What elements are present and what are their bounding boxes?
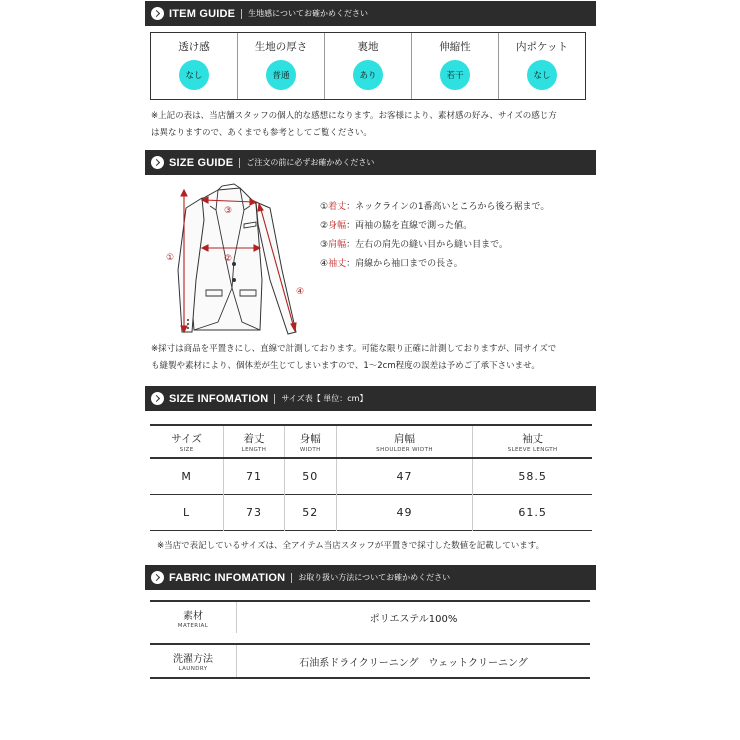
guide-cell bbox=[151, 33, 238, 99]
item-guide-header bbox=[145, 1, 596, 26]
fabric-key-en: LAUNDRY bbox=[178, 666, 208, 672]
fabric-key-en: MATERIAL bbox=[177, 622, 209, 629]
guide-badge: なし bbox=[527, 60, 557, 90]
divider bbox=[241, 9, 242, 19]
section-title: ITEM GUIDE bbox=[169, 7, 236, 20]
divider bbox=[239, 158, 240, 168]
marker-4: ④ bbox=[296, 287, 305, 297]
fabric-row-laundry bbox=[150, 643, 590, 679]
fabric-key bbox=[150, 602, 237, 633]
jacket-diagram bbox=[160, 180, 320, 340]
table-cell: 71 bbox=[224, 458, 285, 494]
guide-cell bbox=[412, 33, 499, 99]
guide-cell bbox=[238, 33, 325, 99]
legend-term: 身幅 bbox=[328, 221, 347, 231]
legend-number: ① bbox=[320, 202, 329, 212]
guide-label: 伸縮性 bbox=[439, 41, 471, 53]
guide-label: 裏地 bbox=[357, 41, 379, 53]
table-cell: 47 bbox=[336, 458, 472, 494]
guide-cell bbox=[325, 33, 412, 99]
legend-desc: ：肩線から袖口までの長さ。 bbox=[346, 259, 463, 269]
guide-label: 透け感 bbox=[178, 41, 210, 53]
legend-item bbox=[320, 219, 549, 238]
note-line: も縫製や素材により、個体差が生じてしまいますので、1〜2cm程度の誤差は予めご了承下さいませ。 bbox=[151, 361, 540, 371]
legend-desc: ：ネックラインの1番高いところから後ろ裾まで。 bbox=[346, 202, 550, 212]
fabric-key-ja: 素材 bbox=[183, 610, 203, 622]
marker-1: ① bbox=[166, 253, 175, 263]
fabric-value: ポリエステル100% bbox=[369, 614, 458, 625]
size-legend bbox=[320, 200, 549, 276]
table-row bbox=[150, 494, 592, 530]
legend-item bbox=[320, 238, 549, 257]
fabric-info-header bbox=[145, 565, 596, 590]
table-cell: L bbox=[183, 505, 191, 519]
column-header: 袖丈 SLEEVE LENGTH bbox=[473, 425, 592, 458]
column-header: サイズ SIZE bbox=[171, 432, 202, 453]
guide-cell bbox=[499, 33, 585, 99]
fabric-key-ja: 洗濯方法 bbox=[173, 654, 213, 665]
marker-2: ② bbox=[224, 254, 233, 264]
guide-label: 内ポケット bbox=[516, 41, 568, 53]
note-line: は異なりますので、あくまでも参考としてご覧ください。 bbox=[151, 128, 372, 138]
note-line: ※上記の表は、当店舗スタッフの個人的な感想になります。お客様により、素材感の好み、サイズの感じ方 bbox=[151, 111, 557, 121]
guide-badge: 普通 bbox=[266, 60, 296, 90]
table-cell: M bbox=[181, 469, 192, 483]
legend-term: 肩幅 bbox=[328, 240, 347, 250]
chevron-right-icon bbox=[151, 156, 164, 169]
table-cell: 73 bbox=[224, 494, 285, 530]
guide-badge: 若干 bbox=[440, 60, 470, 90]
table-cell: 58.5 bbox=[473, 458, 592, 494]
section-title: SIZE GUIDE bbox=[169, 156, 234, 169]
section-title: SIZE INFOMATION bbox=[169, 392, 269, 405]
legend-desc: ：左右の肩先の縫い目から縫い目まで。 bbox=[346, 240, 508, 250]
column-header: 着丈 LENGTH bbox=[224, 425, 285, 458]
legend-number: ② bbox=[320, 221, 329, 231]
legend-term: 着丈 bbox=[328, 202, 347, 212]
table-cell: 49 bbox=[336, 494, 472, 530]
fabric-row-material bbox=[150, 600, 590, 633]
section-subtitle: ご注文の前に必ずお確かめください bbox=[246, 158, 375, 167]
table-cell: 52 bbox=[284, 494, 336, 530]
guide-badge: なし bbox=[179, 60, 209, 90]
chevron-right-icon bbox=[151, 571, 164, 584]
guide-badge: あり bbox=[353, 60, 383, 90]
size-guide-header bbox=[145, 150, 596, 175]
table-row bbox=[150, 458, 592, 494]
legend-number: ④ bbox=[320, 259, 329, 269]
section-subtitle: サイズ表【 単位：cm】 bbox=[281, 394, 368, 403]
divider bbox=[274, 394, 275, 404]
size-guide-note bbox=[151, 341, 556, 375]
legend-desc: ：両袖の脇を直線で測った値。 bbox=[346, 221, 473, 231]
size-info-header bbox=[145, 386, 596, 411]
divider bbox=[291, 573, 292, 583]
legend-term: 袖丈 bbox=[328, 259, 347, 269]
legend-item bbox=[320, 257, 549, 276]
fabric-value: 石油系ドライクリーニング ウェットクリーニング bbox=[299, 657, 528, 669]
table-cell: 61.5 bbox=[473, 494, 592, 530]
item-guide-grid bbox=[150, 32, 586, 100]
marker-3: ③ bbox=[224, 206, 233, 216]
section-subtitle: 生地感についてお確かめください bbox=[248, 9, 369, 18]
fabric-key bbox=[150, 645, 237, 677]
guide-label: 生地の厚さ bbox=[254, 41, 308, 53]
table-cell: 50 bbox=[284, 458, 336, 494]
size-table bbox=[150, 424, 592, 531]
size-info-note: ※当店で表記しているサイズは、全アイテム当店スタッフが平置きで採寸した数値を記載しています。 bbox=[157, 541, 545, 551]
chevron-right-icon bbox=[151, 392, 164, 405]
table-header-row bbox=[150, 425, 592, 458]
item-guide-note bbox=[151, 108, 557, 142]
column-header: 身幅 WIDTH bbox=[284, 425, 336, 458]
note-line: ※採寸は商品を平置きにし、直線で計測しております。可能な限り正確に計測しておりますが、同サイズで bbox=[151, 344, 557, 354]
section-subtitle: お取り扱い方法についてお確かめください bbox=[298, 573, 451, 582]
legend-number: ③ bbox=[320, 240, 329, 250]
legend-item bbox=[320, 200, 549, 219]
chevron-right-icon bbox=[151, 7, 164, 20]
section-title: FABRIC INFOMATION bbox=[169, 571, 286, 584]
column-header: 肩幅 SHOULDER WIDTH bbox=[336, 425, 472, 458]
